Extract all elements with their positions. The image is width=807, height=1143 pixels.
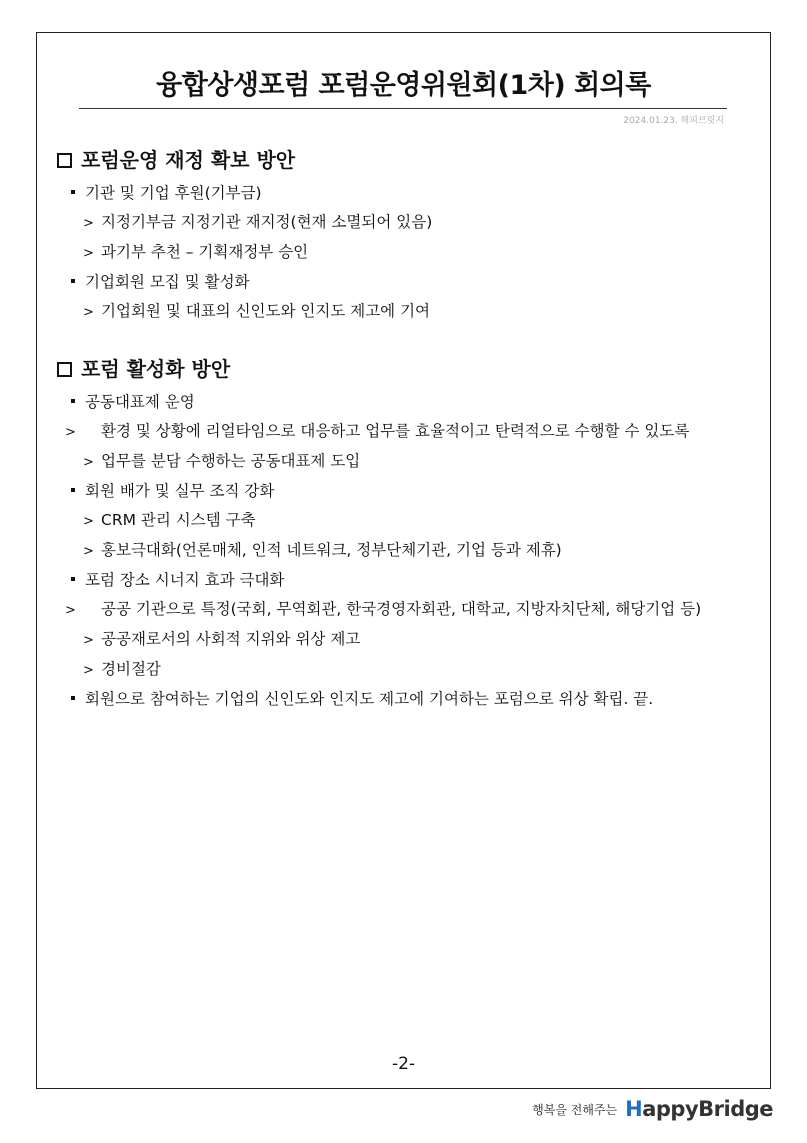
- happybridge-logo: [625, 1097, 773, 1121]
- sub-list-item: [57, 595, 757, 625]
- section-activation: [57, 356, 757, 714]
- arrow-icon: >: [83, 514, 94, 529]
- bullet-icon: [71, 399, 75, 403]
- sub-list-item: [57, 417, 757, 447]
- arrow-icon: >: [83, 305, 94, 320]
- bullet-icon: [71, 488, 75, 492]
- bullet-icon: [71, 577, 75, 581]
- list-item-text: 회원 배가 및 실무 조직 강화: [85, 482, 275, 500]
- bullet-icon: [71, 279, 75, 283]
- list-item: [57, 685, 757, 714]
- list-item-text: 기업회원 모집 및 활성화: [85, 273, 250, 291]
- list-item-text: 회원으로 참여하는 기업의 신인도와 인지도 제고에 기여하는 포럼으로 위상 확립. 끝.: [85, 690, 654, 708]
- list-item-text: 공공 기관으로 특정(국회, 무역회관, 한국경영자회관, 대학교, 지방자치단체, 해당기업 등): [101, 600, 702, 618]
- sub-list-item: [57, 506, 757, 536]
- section-heading-text: 포럼 활성화 방안: [81, 357, 231, 381]
- arrow-icon: >: [65, 425, 76, 440]
- arrow-icon: >: [83, 455, 94, 470]
- list-item-text: 과기부 추천 – 기획재정부 승인: [101, 243, 309, 261]
- bullet-icon: [71, 190, 75, 194]
- sub-list-item: [57, 536, 757, 566]
- footer-tagline: 행복을 전해주는: [532, 1102, 618, 1117]
- page-number: -2-: [391, 1054, 416, 1074]
- bullet-icon: [71, 696, 75, 700]
- section-heading-text: 포럼운영 재정 확보 방안: [81, 148, 296, 172]
- arrow-icon: >: [83, 246, 94, 261]
- list-item-text: 업무를 분담 수행하는 공동대표제 도입: [101, 452, 361, 470]
- document-page: [36, 32, 771, 1089]
- list-item: [57, 388, 757, 417]
- section-finance: [57, 147, 757, 327]
- footer-brand: [532, 1097, 773, 1121]
- list-item: [57, 566, 757, 595]
- list-item: [57, 477, 757, 506]
- logo-h: H: [625, 1097, 643, 1121]
- sub-list-item: [57, 625, 757, 655]
- list-item-text: 지정기부금 지정기관 재지정(현재 소멸되어 있음): [101, 213, 433, 231]
- arrow-icon: >: [83, 663, 94, 678]
- list-item-text: 환경 및 상황에 리얼타임으로 대응하고 업무를 효율적이고 탄력적으로 수행할 수 있도록: [101, 422, 690, 440]
- list-item-text: 기업회원 및 대표의 신인도와 인지도 제고에 기여: [101, 302, 431, 320]
- page-title: 융합상생포럼 포럼운영위원회(1차) 회의록: [156, 70, 651, 101]
- checkbox-icon: [57, 153, 72, 168]
- sub-list-item: [57, 297, 757, 327]
- list-item-text: 포럼 장소 시너지 효과 극대화: [85, 571, 285, 589]
- list-item-text: 홍보극대화(언론매체, 인적 네트워크, 정부단체기관, 기업 등과 제휴): [101, 541, 562, 559]
- arrow-icon: >: [83, 633, 94, 648]
- section-heading: [57, 356, 757, 382]
- list-item-text: 기관 및 기업 후원(기부금): [85, 184, 262, 202]
- list-item: [57, 179, 757, 208]
- title-divider: [79, 108, 727, 109]
- list-item-text: 공공재로서의 사회적 지위와 위상 제고: [101, 630, 361, 648]
- section-heading: [57, 147, 757, 173]
- arrow-icon: >: [65, 603, 76, 618]
- sub-list-item: [57, 447, 757, 477]
- sub-list-item: [57, 238, 757, 268]
- arrow-icon: >: [83, 216, 94, 231]
- document-meta: 2024.01.23. 해피브릿지: [623, 116, 724, 126]
- list-item: [57, 268, 757, 297]
- list-item-text: 경비절감: [101, 660, 161, 678]
- arrow-icon: >: [83, 544, 94, 559]
- sub-list-item: [57, 208, 757, 238]
- list-item-text: 공동대표제 운영: [85, 393, 195, 411]
- list-item-text: CRM 관리 시스템 구축: [101, 511, 256, 529]
- sub-list-item: [57, 655, 757, 685]
- checkbox-icon: [57, 362, 72, 377]
- logo-text: appyBridge: [642, 1097, 773, 1121]
